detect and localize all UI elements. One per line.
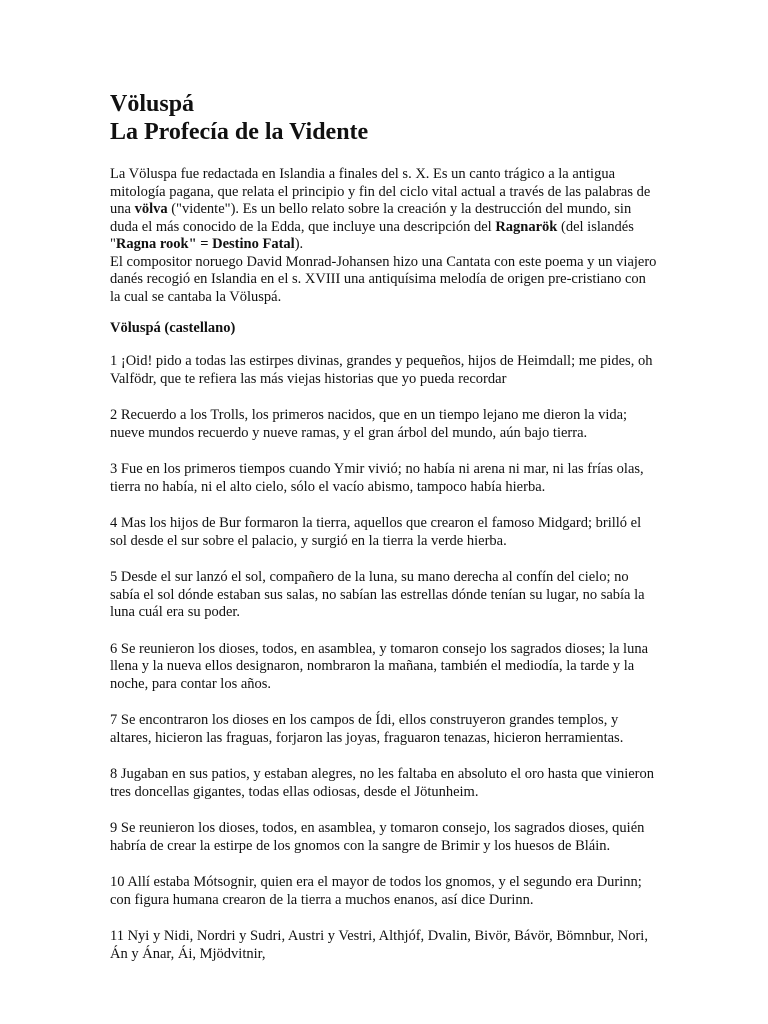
intro-paragraph bbox=[110, 166, 658, 306]
stanza: 11 Nyi y Nidi, Nordri y Sudri, Austri y Vestri, Althjóf, Dvalin, Bivör, Bávör, Bömnbur, Nori, Án y Ánar, Ái, Mjödvitnir, bbox=[110, 928, 648, 962]
document-content bbox=[110, 90, 658, 982]
stanza: 6 Se reunieron los dioses, todos, en asamblea, y tomaron consejo los sagrados dioses; la luna llena y la nueva ellos designaron, nombraron la mañana, también el mediodía, la tarde y la noche, para contar los años. bbox=[110, 640, 649, 692]
stanza: 10 Allí estaba Mótsognir, quien era el mayor de todos los gnomos, y el segundo era Durinn; con figura humana crearon de la tierra a muchos enanos, así dice Durinn. bbox=[110, 874, 642, 908]
intro-text-c: (del islandés " bbox=[110, 218, 634, 252]
intro-text-b: ("vidente"). Es un bello relato sobre la creación y la destrucción del mundo, sin duda el más conocido de la Edda, que incluye una descripción del bbox=[110, 201, 632, 235]
intro-text-a: La Völuspa fue redactada en Islandia a finales del s. X. Es un canto trágico a la antigua mitología pagana, que relata el principio y fin del ciclo vital actual a través de las palabras de una bbox=[110, 166, 651, 217]
intro-volva: völva bbox=[134, 201, 168, 217]
page-subtitle: La Profecía de la Vidente bbox=[110, 119, 369, 145]
stanza: 1 ¡Oid! pido a todas las estirpes divinas, grandes y pequeños, hijos de Heimdall; me pides, oh Valfödr, que te refiera las más viejas historias que yo pueda recordar bbox=[110, 353, 653, 387]
section-heading: Völuspá (castellano) bbox=[110, 320, 236, 336]
stanza: 8 Jugaban en sus patios, y estaban alegres, no les faltaba en absoluto el oro hasta que vinieron tres doncellas gigantes, todas ellas odiosas, desde el Jötunheim. bbox=[110, 766, 654, 800]
intro-text-d: ). bbox=[294, 236, 304, 252]
page-title: Völuspá bbox=[110, 91, 195, 117]
intro-ragnarok: Ragnarök bbox=[495, 218, 558, 235]
stanza: 4 Mas los hijos de Bur formaron la tierra, aquellos que crearon el famoso Midgard; brilló el sol desde el sur sobre el palacio, y surgió en la tierra la verde hierba. bbox=[110, 515, 642, 549]
stanza: 7 Se encontraron los dioses en los campos de Ídi, ellos construyeron grandes templos, y altares, hicieron las fraguas, forjaron las joyas, fraguaron tenazas, hicieron herramientas. bbox=[110, 712, 624, 746]
stanza: 3 Fue en los primeros tiempos cuando Ymir vivió; no había ni arena ni mar, ni las frías olas, tierra no había, ni el alto cielo, sólo el vacío abismo, tampoco había hierba. bbox=[110, 461, 644, 495]
intro-text-p2: El compositor noruego David Monrad-Johansen hizo una Cantata con este poema y un viajero danés recogió en Islandia en el s. XVIII una antiquísima melodía de origen pre-cristiano con la cual se cantaba la Völuspá. bbox=[110, 253, 657, 305]
stanza: 5 Desde el sur lanzó el sol, compañero de la luna, su mano derecha al confín del cielo; no sabía el sol dónde estaban sus salas, no sabían las estrellas dónde tenían su lugar, no sabía la luna cuál era su poder. bbox=[110, 569, 645, 620]
intro-ragna-rook: Ragna rook" = Destino Fatal bbox=[115, 236, 295, 252]
stanza: 2 Recuerdo a los Trolls, los primeros nacidos, que en un tiempo lejano me dieron la vida; nueve mundos recuerdo y nueve ramas, y el gran árbol del mundo, aún bajo tierra. bbox=[110, 407, 628, 441]
stanza: 9 Se reunieron los dioses, todos, en asamblea, y tomaron consejo, los sagrados dioses, quién habría de crear la estirpe de los gnomos con la sangre de Brimir y los huesos de Bláin. bbox=[110, 820, 645, 854]
